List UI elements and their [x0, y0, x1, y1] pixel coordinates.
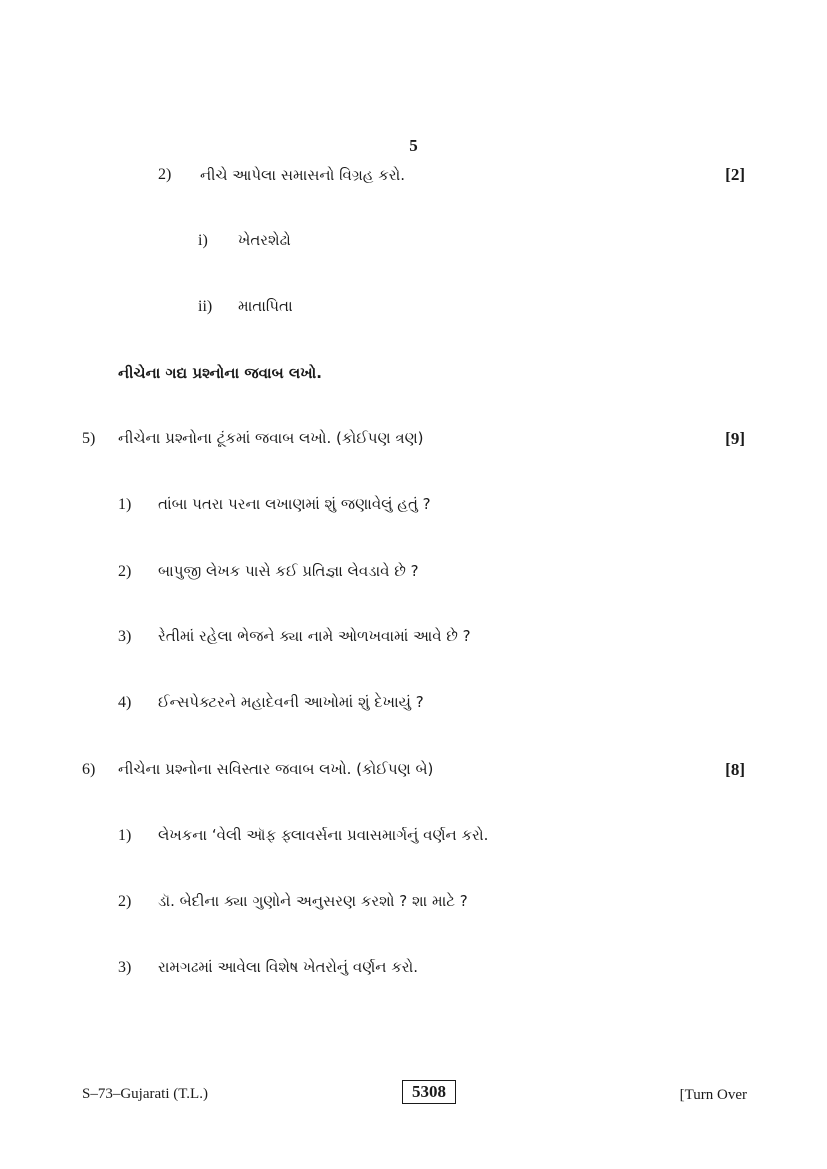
item-text: રામગઢમાં આવેલા વિશેષ ખેતરોનું વર્ણન કરો. [158, 958, 419, 976]
paper-code: S–73–Gujarati (T.L.) [82, 1086, 208, 1102]
item-text: ડૉ. બેદીના ક્યા ગુણોને અનુસરણ કરશો ? શા માટે ? [158, 892, 468, 910]
marks-label: [8] [725, 760, 745, 779]
item-text: ઈન્સપેક્ટરને મહાદેવની આખોમાં શું દેખાયું ? [158, 693, 424, 711]
marks-label: [2] [725, 165, 745, 184]
item-number: ii) [198, 298, 213, 315]
item-number: i) [198, 232, 208, 249]
item-text: તાંબા પતરા પરના લખાણમાં શું જણાવેલું હતું ? [158, 495, 431, 513]
item-number: 4) [118, 694, 132, 711]
item-number: 1) [118, 827, 132, 844]
question-number: 6) [82, 761, 96, 778]
item-text: ખેતરશેઢો [238, 231, 291, 249]
item-text: બાપુજી લેખક પાસે કઈ પ્રતિજ્ઞા લેવડાવે છે ? [158, 562, 419, 580]
question-text: નીચે આપેલા સમાસનો વિગ્રહ કરો. [200, 166, 406, 184]
seat-code-box: 5308 [402, 1080, 456, 1104]
item-text: લેખકના ‘વેલી ઑફ ફ્લાવર્સના પ્રવાસમાર્ગનું વર્ણન કરો. [158, 826, 489, 844]
item-number: 2) [118, 563, 132, 580]
question-number: 5) [82, 430, 96, 447]
item-text: રેતીમાં રહેલા ભેજને ક્યા નામે ઓળખવામાં આવે છે ? [158, 627, 471, 645]
item-text: માતાપિતા [238, 297, 293, 315]
item-number: 3) [118, 628, 132, 645]
page-number: 5 [409, 136, 418, 155]
question-text: નીચેના પ્રશ્નોના સવિસ્તાર જવાબ લખો. (કોઈપણ બે) [118, 760, 434, 778]
section-heading: નીચેના ગદ્ય પ્રશ્નોના જવાબ લખો. [118, 364, 322, 382]
item-number: 2) [118, 893, 132, 910]
question-number: 2) [158, 166, 172, 183]
turn-over-label: [Turn Over [679, 1087, 747, 1103]
item-number: 1) [118, 496, 132, 513]
question-text: નીચેના પ્રશ્નોના ટૂંકમાં જવાબ લખો. (કોઈપણ ત્રણ) [118, 429, 424, 447]
marks-label: [9] [725, 429, 745, 448]
item-number: 3) [118, 959, 132, 976]
